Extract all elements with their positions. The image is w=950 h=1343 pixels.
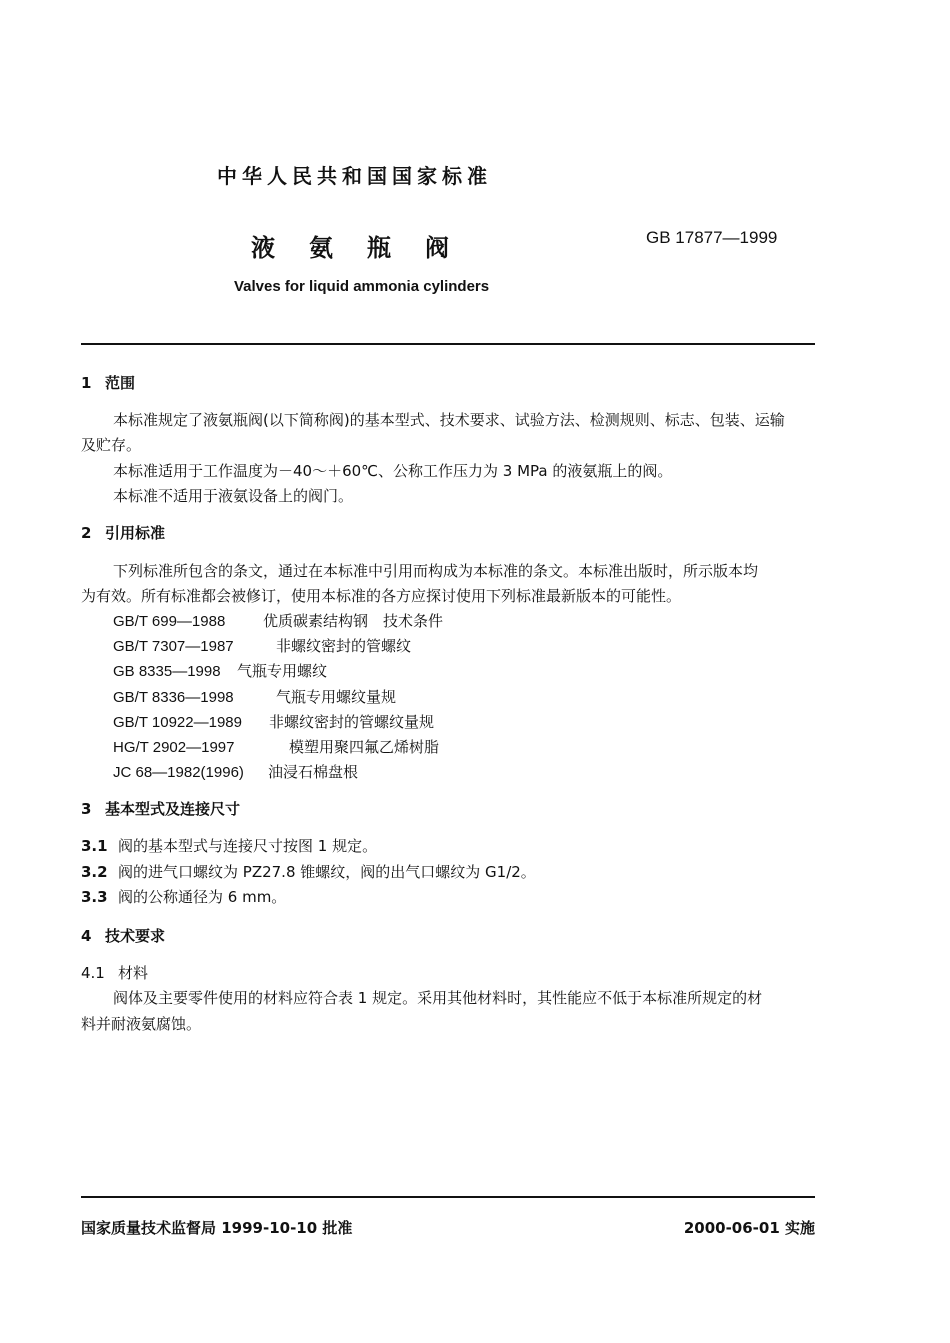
clause-text: 阀的基本型式与连接尺寸按图 1 规定。: [118, 837, 378, 855]
reference-code: GB/T 699—1988: [113, 613, 226, 630]
clause-item: [81, 835, 377, 856]
footer-divider: [81, 1196, 815, 1198]
section-2-para-line-1: 下列标准所包含的条文，通过在本标准中引用而构成为本标准的条文。本标准出版时，所示版本均: [113, 562, 759, 580]
clause-number: 3.3: [81, 888, 108, 906]
reference-item: [113, 736, 439, 757]
reference-code: GB/T 10922—1989: [113, 714, 242, 731]
approval-line: 国家质量技术监督局 1999-10-10 批准: [81, 1219, 353, 1237]
reference-item: [113, 610, 443, 631]
section-4-para-line-2: 料并耐液氨腐蚀。: [81, 1015, 202, 1033]
clause-item: [81, 861, 536, 882]
reference-code: GB/T 7307—1987: [113, 638, 234, 655]
clause-number: 3.1: [81, 837, 108, 855]
clause-number: 3.2: [81, 863, 108, 881]
section-4-heading: [81, 925, 165, 946]
reference-item: [113, 635, 411, 656]
section-2-heading: [81, 522, 165, 543]
reference-item: [113, 761, 358, 782]
reference-name: 油浸石棉盘根: [268, 763, 359, 781]
page-title: 液氨瓶阀: [251, 234, 483, 262]
section-number: 3: [81, 800, 92, 818]
reference-name: 优质碳素结构钢 技术条件: [263, 612, 444, 630]
standard-number: GB 17877—1999: [646, 228, 778, 247]
section-1-para-2: 本标准适用于工作温度为－40～＋60℃、公称工作压力为 3 MPa 的液氨瓶上的阀。: [113, 462, 673, 480]
section-4-para-line-1: 阀体及主要零件使用的材料应符合表 1 规定。采用其他材料时，其性能应不低于本标准所规定的材: [113, 989, 763, 1007]
section-number: 4: [81, 927, 92, 945]
section-title: 基本型式及连接尺寸: [105, 800, 241, 818]
section-3-heading: [81, 798, 240, 819]
clause-text: 阀的进气口螺纹为 PZ27.8 锥螺纹，阀的出气口螺纹为 G1/2。: [118, 863, 536, 881]
section-number: 2: [81, 524, 92, 542]
section-title: 引用标准: [105, 524, 166, 542]
section-2-para-line-2: 为有效。所有标准都会被修订，使用本标准的各方应探讨使用下列标准最新版本的可能性。: [81, 587, 682, 605]
english-title: Valves for liquid ammonia cylinders: [234, 278, 490, 295]
section-1-para-1-line-2: 及贮存。: [81, 436, 142, 454]
reference-name: 非螺纹密封的管螺纹: [276, 637, 412, 655]
subsection-number: 4.1: [81, 964, 105, 982]
section-1-heading: [81, 372, 135, 393]
section-title: 范围: [105, 374, 136, 392]
effective-date-line: 2000-06-01 实施: [683, 1219, 815, 1237]
header-divider: [81, 343, 815, 345]
reference-code: GB 8335—1998: [113, 663, 221, 680]
reference-item: [113, 660, 327, 681]
section-number: 1: [81, 374, 92, 392]
reference-item: [113, 711, 434, 732]
section-1-para-1-line-1: 本标准规定了液氨瓶阀(以下简称阀)的基本型式、技术要求、试验方法、检测规则、标志、包装、运输: [113, 411, 785, 429]
reference-item: [113, 686, 396, 707]
reference-name: 气瓶专用螺纹量规: [276, 688, 397, 706]
reference-code: JC 68—1982(1996): [113, 764, 244, 781]
reference-name: 气瓶专用螺纹: [237, 662, 328, 680]
clause-item: [81, 886, 286, 907]
reference-name: 模塑用聚四氟乙烯树脂: [289, 738, 440, 756]
reference-code: GB/T 8336—1998: [113, 689, 234, 706]
section-1-para-3: 本标准不适用于液氨设备上的阀门。: [113, 487, 354, 505]
subsection-4-1-heading: [81, 962, 148, 983]
section-title: 技术要求: [105, 927, 166, 945]
standard-type: 中华人民共和国国家标准: [217, 164, 492, 188]
reference-name: 非螺纹密封的管螺纹量规: [269, 713, 435, 731]
clause-text: 阀的公称通径为 6 mm。: [118, 888, 287, 906]
subsection-title: 材料: [118, 964, 149, 982]
reference-code: HG/T 2902—1997: [113, 739, 235, 756]
